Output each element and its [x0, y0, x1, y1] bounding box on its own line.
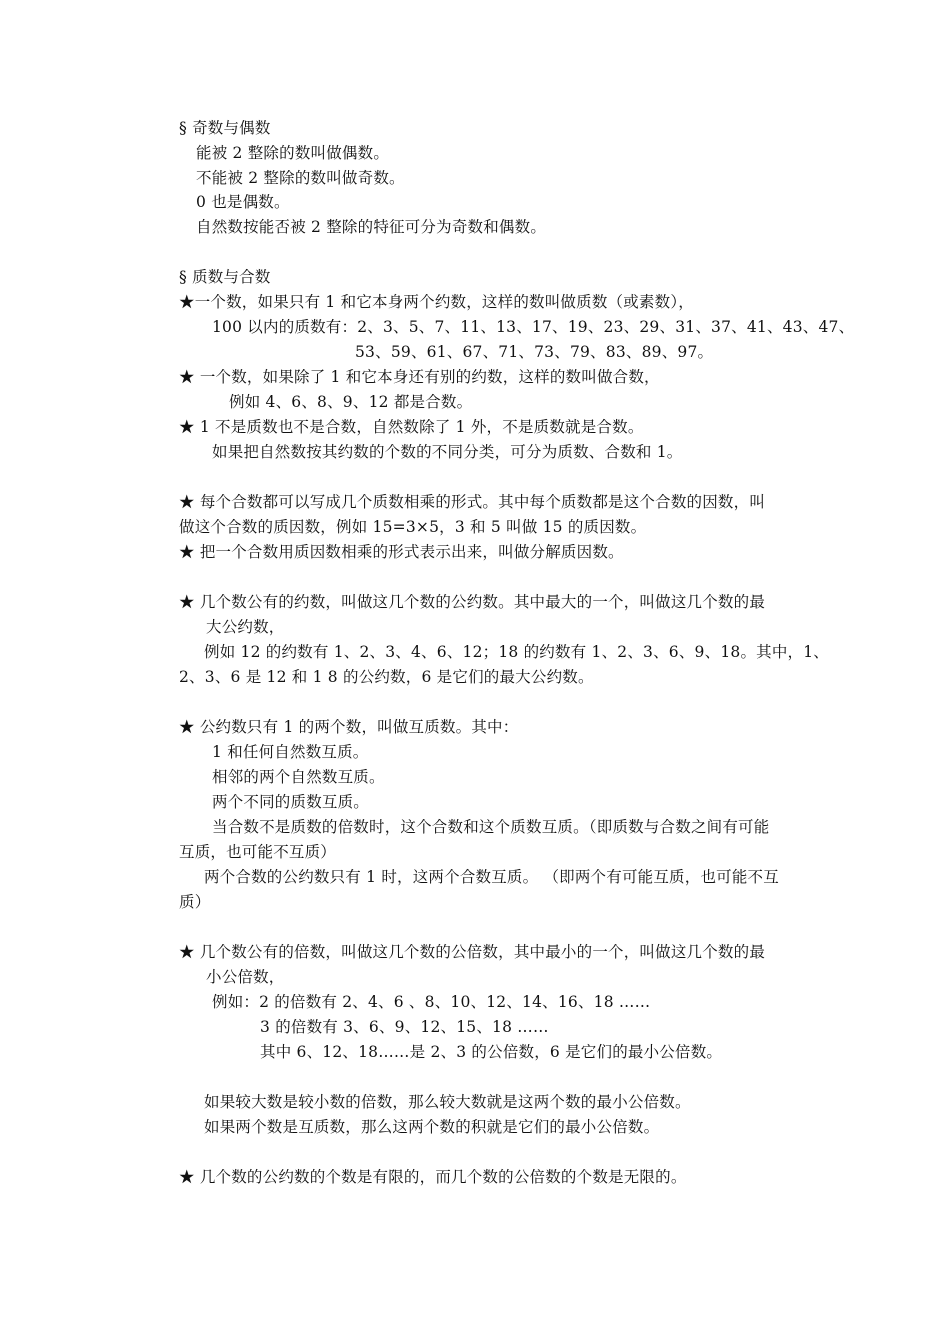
text-line: 相邻的两个自然数互质。 [212, 768, 385, 786]
text-line: ★ 几个数的公约数的个数是有限的，而几个数的公倍数的个数是无限的。 [179, 1168, 687, 1186]
text-line: ★ 一个数，如果除了 1 和它本身还有别的约数，这样的数叫做合数， [179, 368, 660, 386]
text-line: ★ 公约数只有 1 的两个数，叫做互质数。其中： [179, 718, 519, 736]
text-line: 两个合数的公约数只有 1 时，这两个合数互质。 （即两个有可能互质，也可能不互 [204, 868, 779, 886]
text-line: 如果两个数是互质数，那么这两个数的积就是它们的最小公倍数。 [204, 1118, 660, 1136]
text-line: 自然数按能否被 2 整除的特征可分为奇数和偶数。 [196, 218, 547, 236]
text-line: 当合数不是质数的倍数时，这个合数和这个质数互质。（即质数与合数之间有可能 [212, 818, 770, 836]
text-line: 1 和任何自然数互质。 [212, 743, 369, 761]
text-line: 两个不同的质数互质。 [212, 793, 370, 811]
text-line: ★ 每个合数都可以写成几个质数相乘的形式。其中每个质数都是这个合数的因数，叫 [179, 493, 766, 511]
text-line: 小公倍数， [206, 968, 285, 986]
text-line: 做这个合数的质因数，例如 15=3×5，3 和 5 叫做 15 的质因数。 [179, 518, 647, 536]
text-line: 质） [179, 893, 211, 911]
text-line: 大公约数， [206, 618, 285, 636]
text-line: 100 以内的质数有：2、3、5、7、11、13、17、19、23、29、31、37、41、43、47、 [212, 318, 855, 336]
text-line: 3 的倍数有 3、6、9、12、15、18 …… [260, 1018, 549, 1036]
text-line: 如果较大数是较小数的倍数，那么较大数就是这两个数的最小公倍数。 [204, 1093, 691, 1111]
text-line: ★ 几个数公有的倍数，叫做这几个数的公倍数，其中最小的一个，叫做这几个数的最 [179, 943, 766, 961]
text-line: 例如 12 的约数有 1、2、3、4、6、12；18 的约数有 1、2、3、6、9、18。其中，1、 [204, 643, 830, 661]
text-line: 互质，也可能不互质） [179, 843, 337, 861]
text-line: 53、59、61、67、71、73、79、83、89、97。 [355, 343, 714, 361]
text-line: 如果把自然数按其约数的个数的不同分类，可分为质数、合数和 1。 [212, 443, 683, 461]
section-heading-prime-composite: § 质数与合数 [179, 268, 271, 286]
text-line: 2、3、6 是 12 和 1 8 的公约数，6 是它们的最大公约数。 [179, 668, 594, 686]
text-line: ★ 1 不是质数也不是合数，自然数除了 1 外，不是质数就是合数。 [179, 418, 644, 436]
text-line: 不能被 2 整除的数叫做奇数。 [196, 169, 405, 187]
text-line: 0 也是偶数。 [196, 193, 290, 211]
text-line: 能被 2 整除的数叫做偶数。 [196, 144, 390, 162]
text-line: ★一个数，如果只有 1 和它本身两个约数，这样的数叫做质数（或素数）， [179, 293, 694, 311]
text-line: ★ 把一个合数用质因数相乘的形式表示出来，叫做分解质因数。 [179, 543, 624, 561]
text-line: 例如：2 的倍数有 2、4、6 、8、10、12、14、16、18 …… [212, 993, 651, 1011]
section-heading-odd-even: § 奇数与偶数 [179, 119, 271, 137]
text-line: ★ 几个数公有的约数，叫做这几个数的公约数。其中最大的一个，叫做这几个数的最 [179, 593, 766, 611]
text-line: 其中 6、12、18……是 2、3 的公倍数，6 是它们的最小公倍数。 [260, 1043, 723, 1061]
text-line: 例如 4、6、8、9、12 都是合数。 [229, 393, 473, 411]
